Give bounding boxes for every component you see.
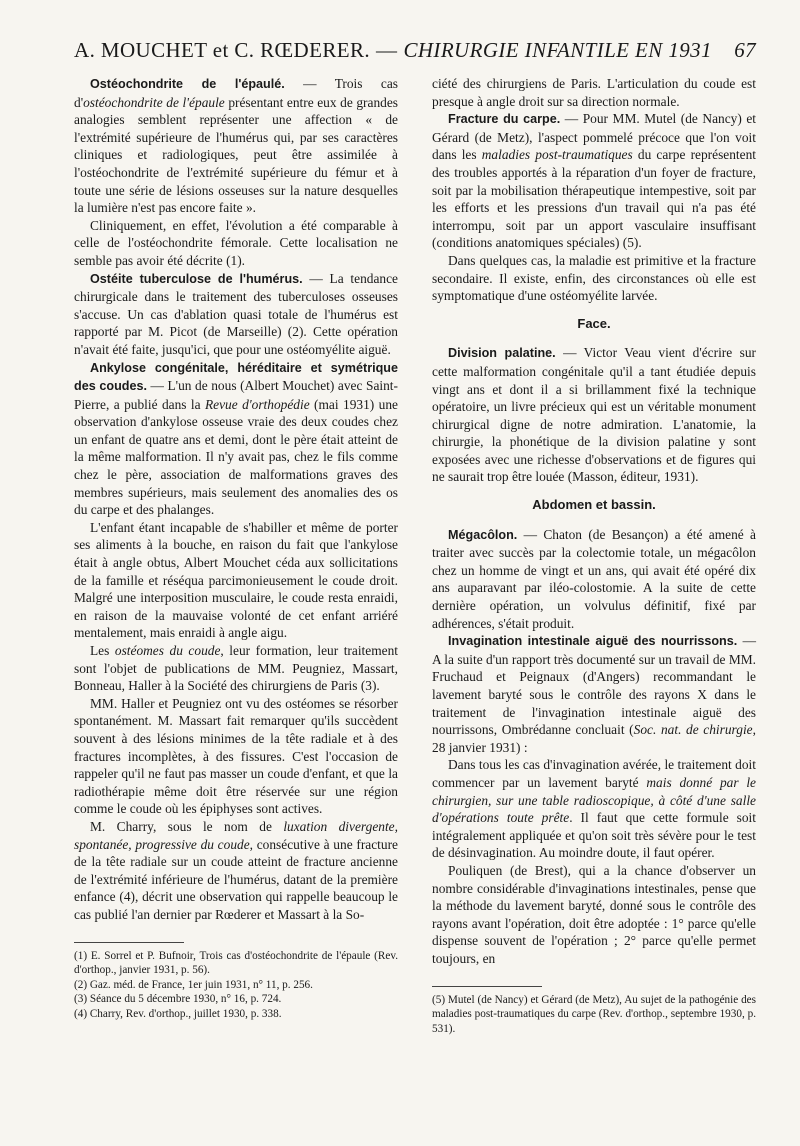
- text-run: , leur formation, leur traitement sont l'objet de publications de MM. Peugniez, Massart, Bonneau, Haller à la Société des chirurgiens de Paris (3).: [74, 643, 398, 694]
- italic-run: maladies post-traumatiques: [481, 147, 633, 163]
- text-run: (mai 1931) une observation d'ankylose osseuse vraie des deux coudes chez un enfant de quatre ans et demi, dont le père était atteint de la même malformation. Il n'y avait pas, chez le fils comme chez le père, association de malformations graves des membres supérieurs, mais seulement des anomalies des os du carpe et des phalanges.: [74, 396, 398, 518]
- paragraph: ciété des chirurgiens de Paris. L'articulation du coude est presque à angle droit sur sa direction normale.: [432, 76, 756, 109]
- footnote-rule: [74, 942, 184, 943]
- page-number: 67: [734, 38, 756, 62]
- text-run: — Trois cas d': [74, 76, 398, 110]
- footnote: (5) Mutel (de Nancy) et Gérard (de Metz), Au sujet de la pathogénie des maladies post-traumatiques du carpe (Rev. d'orthop., septembre 1930, p. 531).: [432, 993, 756, 1035]
- footnotes-right: [432, 993, 756, 1037]
- section-heading: Ankylose congénitale, héréditaire et symétrique des coudes.: [74, 360, 398, 394]
- footnote: (1) E. Sorrel et P. Bufnoir, Trois cas d'ostéochondrite de l'épaule (Rev. d'orthop., janvier 1931, p. 56).: [74, 949, 398, 976]
- italic-run: ostéochondrite de l'épaule: [83, 94, 225, 110]
- italic-run: ostéomes du coude: [114, 643, 221, 658]
- paragraph: [432, 110, 756, 252]
- text-run: Dans tous les cas d'invagination avérée, le traitement doit commencer par un lavement baryté: [432, 757, 756, 790]
- paragraph: [74, 270, 398, 359]
- paragraph: [74, 818, 398, 924]
- italic-run: mais donné par le chirurgien, sur une table radioscopique, à côté d'une salle d'opérations toute prête: [432, 774, 756, 826]
- paragraph: [432, 756, 756, 862]
- right-column: [432, 75, 756, 1036]
- italic-run: Revue d'orthopédie: [204, 396, 310, 412]
- text-run: — Chaton (de Besançon) a été amené à traiter avec succès par la colectomie totale, un mégacôlon chez un homme de vingt et un ans, qui avait été opéré dix ans auparavant par iléo-colostomie. A la suite de cette dernière opération, un volvulus définitif, fixé par adhérences, s'était produit.: [432, 526, 756, 631]
- paragraph: Dans quelques cas, la maladie est primitive et la fracture secondaire. Il existe, enfin, des circonstances où elle est symptomatique d'une ostéomyélite larvée.: [432, 252, 756, 304]
- header-left: [74, 38, 712, 63]
- text-run: , consécutive à une fracture de la tête radiale sur un coude atteint de fracture ancienne de l'extrémité inférieure de l'humérus, datant de la première enfance (4), décrit une observation qui rappelle beaucoup le cas publié l'an dernier par Rœderer et Massart à la So-: [74, 836, 398, 922]
- paragraph: Cliniquement, en effet, l'évolution a été comparable à celle de l'ostéochondrite fémorale. Cette localisation ne semble pas avoir été décrite (1).: [74, 217, 398, 268]
- two-column-body: [74, 75, 756, 1036]
- paragraph: Pouliquen (de Brest), qui a la chance d'observer un nombre considérable d'invaginations intestinales, pense que la méthode du lavement baryté, donné sous le contrôle des rayons avant l'opération, doit être adoptée : 1° parce qu'elle dispense souvent de l'opération ; 2° parce qu'elle permet toujours, en: [432, 862, 756, 966]
- left-column: [74, 75, 398, 1036]
- section-heading: Ostéite tuberculose de l'humérus.: [90, 271, 303, 286]
- section-title-abdomen: Abdomen et bassin.: [532, 497, 656, 513]
- footnotes-left: [74, 949, 398, 1022]
- paragraph: MM. Haller et Peugniez ont vu des ostéomes se résorber spontanément. M. Massart fait remarquer qu'ils succèdent souvent à des lésions minimes de la tête radiale et à des fractures incomplètes, à des fissures. C'est l'occasion de rappeler qu'il ne faut pas masser un coude d'enfant, et que la radiothérapie même doit être réservée sur une région comme le coude où les épiphyses sont actives.: [74, 695, 398, 817]
- paragraph: [432, 344, 756, 486]
- text-run: , 28 janvier 1931) :: [432, 722, 756, 755]
- italic-run: luxation divergente, spontanée, progressive du coude: [74, 818, 398, 852]
- section-title-face: Face.: [577, 315, 611, 331]
- running-header: [74, 38, 756, 63]
- footnote: (2) Gaz. méd. de France, 1er juin 1931, n° 11, p. 256.: [74, 978, 313, 991]
- text-run: M. Charry, sous le nom de: [90, 818, 284, 834]
- footnote: (3) Séance du 5 décembre 1930, n° 16, p. 724.: [74, 993, 282, 1005]
- header-separator: —: [376, 38, 398, 62]
- paragraph: [432, 632, 756, 756]
- text-run: Les: [90, 643, 115, 658]
- section-heading: Division palatine.: [448, 346, 556, 361]
- footnote-rule: [432, 986, 542, 987]
- footnote: (4) Charry, Rev. d'orthop., juillet 1930, p. 338.: [74, 1007, 282, 1020]
- paragraph: [74, 642, 398, 695]
- text-run: — Pour MM. Mutel (de Nancy) et Gérard (de Metz), l'aspect pommelé précoce que l'on voit dans les: [432, 111, 757, 163]
- section-heading: Mégacôlon.: [448, 527, 518, 542]
- text-run: — La tendance chirurgicale dans le traitement des tuberculoses osseuses s'accuse. Un cas d'ablation quasi totale de l'humérus est rapporté par M. Picot (de Marseille) (2). Cette opération n'avait été faite, jusqu'ici, que pour une ostéomyélite aiguë.: [74, 270, 398, 357]
- italic-run: Soc. nat. de chirurgie: [633, 722, 753, 738]
- section-heading: Invagination intestinale aiguë des nourrissons.: [448, 634, 738, 649]
- paragraph: [74, 359, 398, 519]
- text-run: — A la suite d'un rapport très documenté sur un travail de MM. Fruchaud et Peignaux (d'Angers) recommandant le lavement baryté sous le contrôle des rayons X dans le traitement de l'invagination intestinale aiguë des nourrissons, Ombrédanne concluait (: [432, 633, 756, 738]
- paragraph: [74, 75, 398, 217]
- paragraph: [432, 526, 756, 633]
- text-run: . Il faut que cette formule soit intégralement appliquée et qu'on soit très sévère pour le test de désinvagination. Au moindre doute, il faut opérer.: [432, 810, 757, 861]
- section-heading: Fracture du carpe.: [448, 112, 561, 127]
- text-run: du carpe représentent des troubles apportés à la réparation d'un foyer de fracture, soit par la mobilisation thérapeutique intempestive, soit par les efforts et les pressions d'un travail qui n'a pas été interrompu, soit par un apport vasculaire insuffisant (conditions anatomiques spéciales) (5).: [432, 147, 756, 251]
- header-subject: CHIRURGIE INFANTILE EN 1931: [403, 38, 712, 62]
- header-authors: A. MOUCHET et C. RŒDERER.: [74, 38, 371, 62]
- text-run: — L'un de nous (Albert Mouchet) avec Saint-Pierre, a publié dans la: [74, 378, 398, 412]
- section-heading: Ostéochondrite de l'épaulé.: [90, 77, 285, 91]
- text-run: — Victor Veau vient d'écrire sur cette malformation congénitale qu'il a tant étudiée depuis vingt ans et dont il a si brillamment fixé la technique opératoire, un livre précieux qui est un véritable monument chirurgical digne de notre admiration. L'anatomie, la chirurgie, la phonétique de la division palatine y sont exposées avec une richesse d'observations et de figures qui ne saurait trop être louée (Masson, éditeur, 1931).: [432, 345, 756, 485]
- text-run: présentant entre eux de grandes analogies semblent représenter une affection « de l'extrémité supérieure de l'humérus qui, par ses caractères cliniques et radiologiques, peut être assimilée à l'ostéochondrite de l'extrémité supérieure du fémur et à toute une série de lésions osseuses sur la nature desquelles la lumière n'est pas encore faite ».: [74, 94, 398, 216]
- paragraph: L'enfant étant incapable de s'habiller et même de porter ses aliments à la bouche, en raison du fait que l'ankylose était à angle obtus, Albert Mouchet céda aux sollicitations de la famille et réséqua parcimonieusement le coude droit. Malgré une interposition musculaire, le coude resta enraidi, en raison de la mauvaise volonté de cet enfant arriéré mentalement, mais enraidi à angle aigu.: [74, 519, 398, 641]
